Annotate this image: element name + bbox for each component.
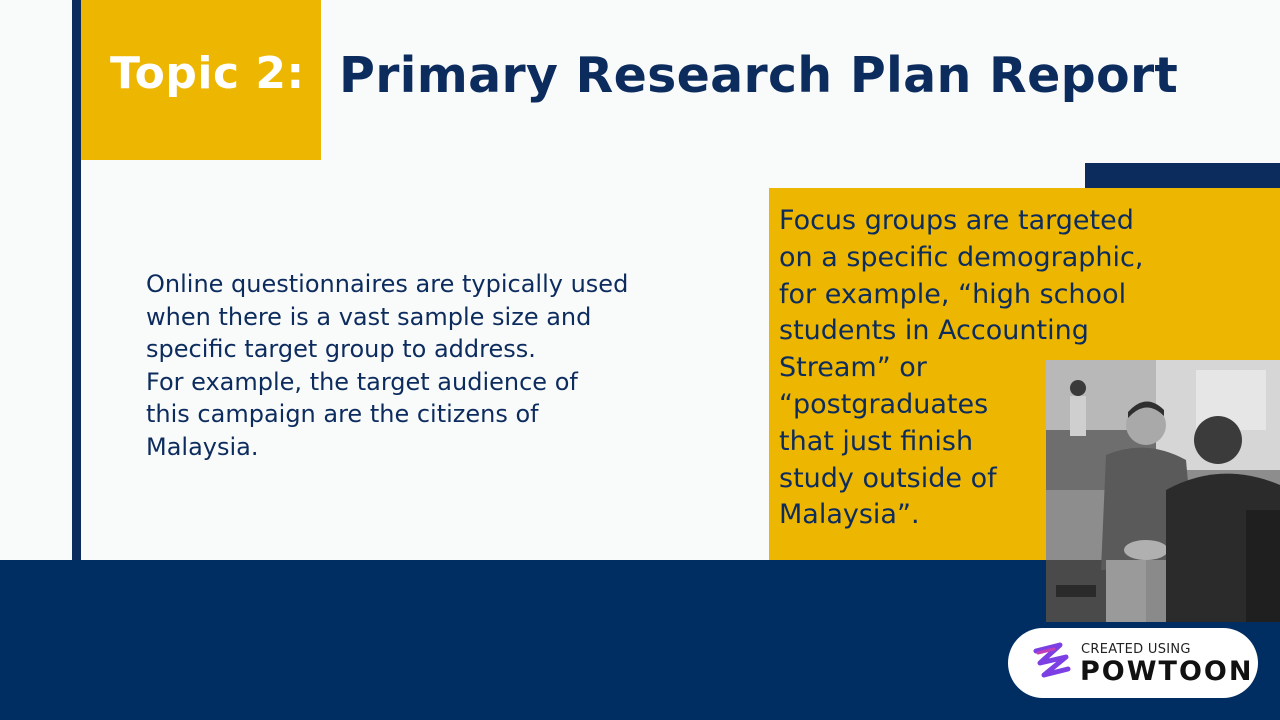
paragraph-line: study outside of [779,462,997,494]
badge-brand-text: POWTOON [1080,656,1254,687]
paragraph-line: Stream” or [779,352,927,384]
paragraph-line: for example, “high school [779,278,1127,310]
created-using-powtoon-badge[interactable] [1008,628,1258,698]
badge-top-text: CREATED USING [1081,642,1191,657]
paragraph-line: specific target group to address. [146,335,536,363]
left-vertical-rule [72,0,81,560]
paragraph-line: Malaysia. [146,432,259,461]
paragraph-line: students in Accounting [779,315,1089,347]
topic-label: Topic 2: [110,48,305,99]
paragraph-line: Malaysia”. [779,499,920,531]
paragraph-line: when there is a vast sample size and [146,302,592,331]
slide-title: Primary Research Plan Report [339,47,1179,104]
meeting-photo [1046,360,1280,622]
paragraph-line: “postgraduates [779,388,989,420]
powtoon-logo-icon [1030,641,1074,685]
paragraph-line: on a specific demographic, [779,241,1144,273]
paragraph-line: For example, the target audience of [146,367,578,396]
paragraph-line: this campaign are the citizens of [146,400,539,428]
online-questionnaire-paragraph [146,268,706,463]
paragraph-line: that just finish [779,425,974,457]
paragraph-line: Online questionnaires are typically used [146,270,629,298]
paragraph-line: Focus groups are targeted [779,205,1134,236]
